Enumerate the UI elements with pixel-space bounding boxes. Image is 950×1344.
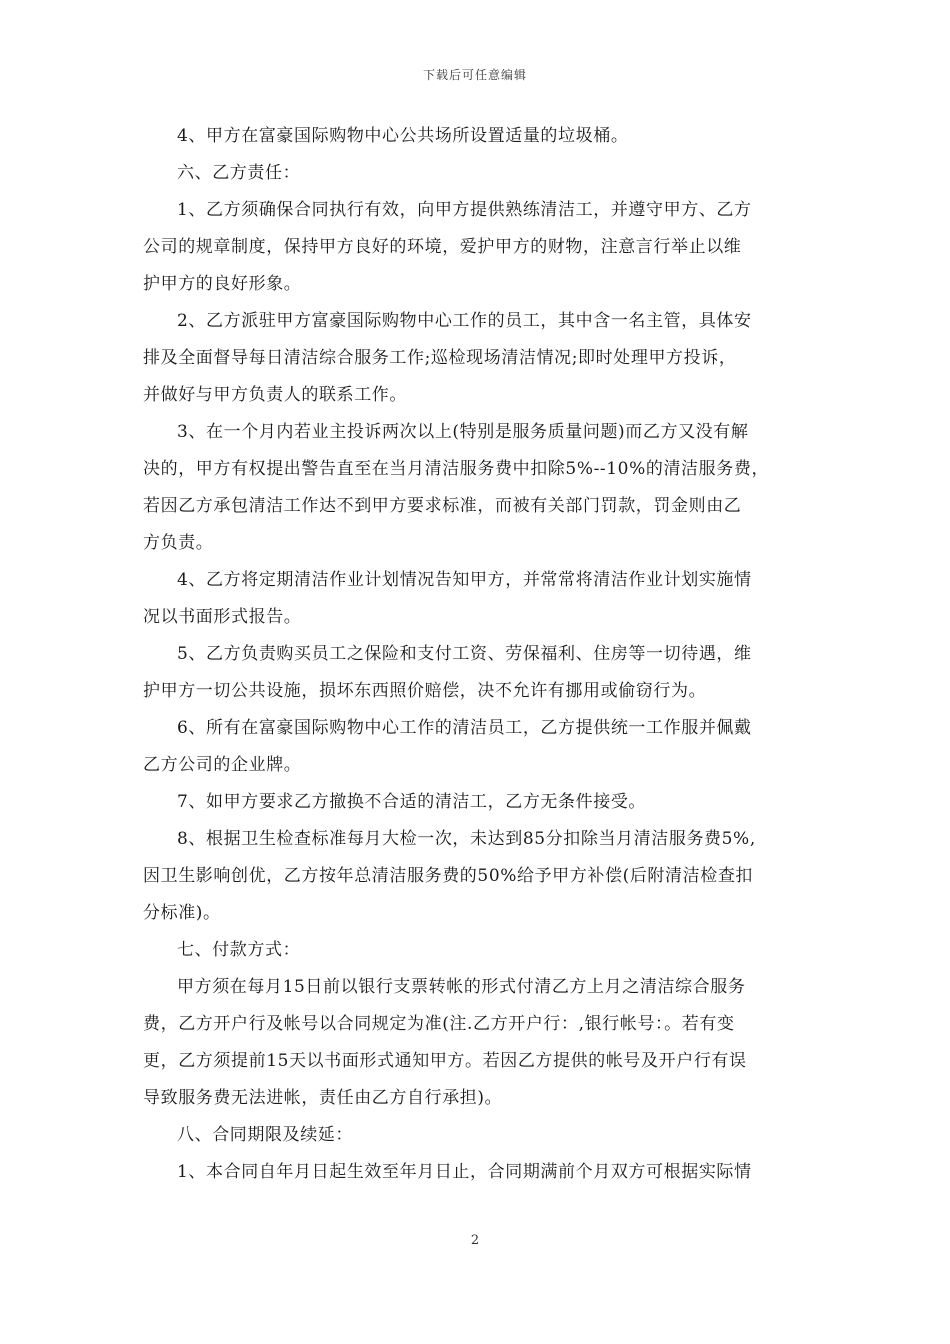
text-line: 8、根据卫生检查标准每月大检一次，未达到85分扣除当月清洁服务费5%, <box>177 829 756 849</box>
document-body <box>143 118 807 1191</box>
paragraph <box>143 969 807 1117</box>
paragraph <box>143 192 807 303</box>
text-line: 2、乙方派驻甲方富豪国际购物中心工作的员工，其中含一名主管，具体安 <box>177 311 752 331</box>
paragraph <box>143 784 807 821</box>
text-line: 甲方须在每月15日前以银行支票转帐的形式付清乙方上月之清洁综合服务 <box>177 977 746 997</box>
paragraph <box>143 155 807 192</box>
text-line: 3、在一个月内若业主投诉两次以上(特别是服务质量问题)而乙方又没有解 <box>177 422 749 442</box>
text-line: 七、付款方式： <box>177 940 301 960</box>
text-line: 4、乙方将定期清洁作业计划情况告知甲方，并常常将清洁作业计划实施情 <box>177 570 752 590</box>
paragraph <box>143 118 807 155</box>
text-line: 1、本合同自年月日起生效至年月日止，合同期满前个月双方可根据实际情 <box>177 1162 752 1182</box>
text-line: 并做好与甲方负责人的联系工作。 <box>143 385 407 405</box>
text-line: 若因乙方承包清洁工作达不到甲方要求标准，而被有关部门罚款，罚金则由乙 <box>143 496 742 516</box>
text-line: 导致服务费无法进帐，责任由乙方自行承担)。 <box>143 1088 503 1108</box>
text-line: 费，乙方开户行及帐号以合同规定为准(注.乙方开户行：,银行帐号：。若有变 <box>143 1014 735 1034</box>
paragraph <box>143 710 807 784</box>
text-line: 更，乙方须提前15天以书面形式通知甲方。若因乙方提供的帐号及开户行有误 <box>143 1051 747 1071</box>
text-line: 护甲方的良好形象。 <box>143 274 302 294</box>
paragraph <box>143 821 807 932</box>
text-line: 况以书面形式报告。 <box>143 607 302 627</box>
text-line: 公司的规章制度，保持甲方良好的环境，爱护甲方的财物，注意言行举止以维 <box>143 237 742 257</box>
text-line: 6、所有在富豪国际购物中心工作的清洁员工，乙方提供统一工作服并佩戴 <box>177 718 752 738</box>
text-line: 排及全面督导每日清洁综合服务工作;巡检现场清洁情况;即时处理甲方投诉， <box>143 348 737 368</box>
paragraph <box>143 932 807 969</box>
paragraph <box>143 636 807 710</box>
text-line: 4、甲方在富豪国际购物中心公共场所设置适量的垃圾桶。 <box>177 126 629 146</box>
text-line: 方负责。 <box>143 533 214 553</box>
paragraph <box>143 1154 807 1191</box>
text-line: 六、乙方责任： <box>177 163 301 183</box>
text-line: 分标准)。 <box>143 903 221 923</box>
page-number: 2 <box>470 1233 480 1248</box>
text-line: 八、合同期限及续延： <box>177 1125 353 1145</box>
text-line: 乙方公司的企业牌。 <box>143 755 302 775</box>
paragraph <box>143 1117 807 1154</box>
paragraph <box>143 414 807 562</box>
text-line: 因卫生影响创优，乙方按年总清洁服务费的50%给予甲方补偿(后附清洁检查扣 <box>143 866 754 886</box>
page-header: 下载后可任意编辑 <box>422 68 527 82</box>
text-line: 1、乙方须确保合同执行有效，向甲方提供熟练清洁工，并遵守甲方、乙方 <box>177 200 752 220</box>
text-line: 7、如甲方要求乙方撤换不合适的清洁工，乙方无条件接受。 <box>177 792 647 812</box>
paragraph <box>143 303 807 414</box>
text-line: 5、乙方负责购买员工之保险和支付工资、劳保福利、住房等一切待遇，维 <box>177 644 752 664</box>
text-line: 决的，甲方有权提出警告直至在当月清洁服务费中扣除5%--10%的清洁服务费， <box>143 459 770 479</box>
paragraph <box>143 562 807 636</box>
text-line: 护甲方一切公共设施，损坏东西照价赔偿，决不允许有挪用或偷窃行为。 <box>143 681 707 701</box>
